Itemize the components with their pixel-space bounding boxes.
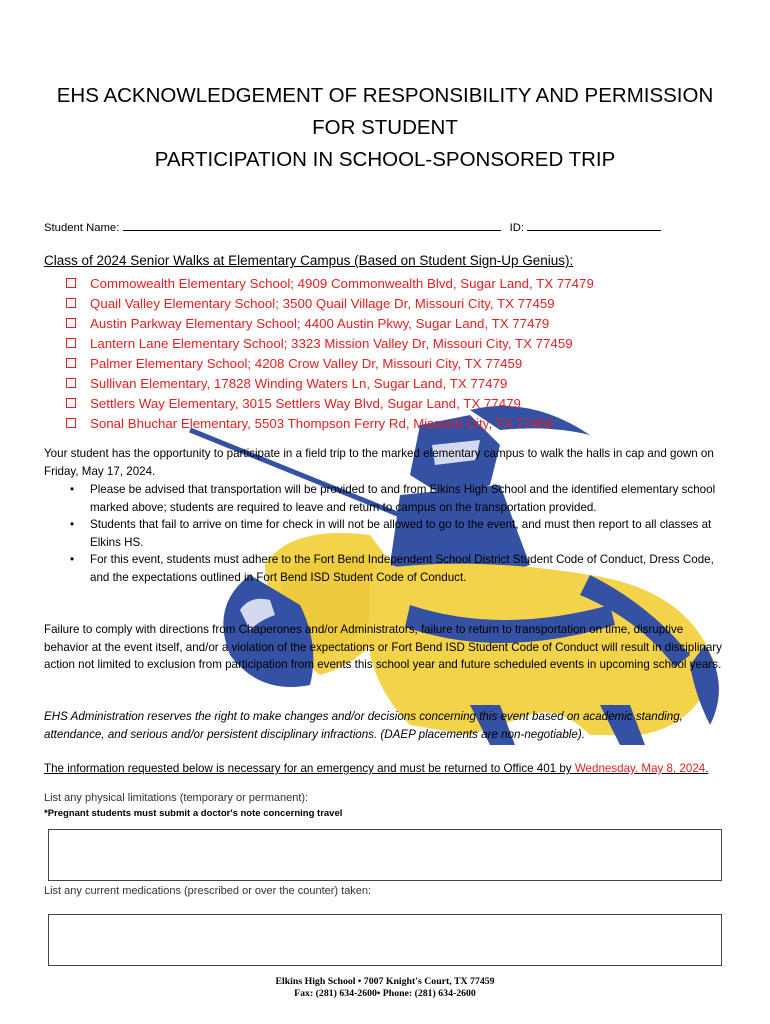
physical-limitations-label: List any physical limitations (temporary or permanent): <box>44 792 309 804</box>
school-option[interactable] <box>66 393 594 413</box>
return-instructions-period: . <box>705 762 709 775</box>
school-option-label: Sonal Bhuchar Elementary, 5503 Thompson Ferry Rd, Missouri City, TX 77459 <box>90 415 554 431</box>
return-instructions <box>44 760 724 778</box>
class-walks-header: Class of 2024 Senior Walks at Elementary Campus (Based on Student Sign-Up Genius): <box>44 253 574 268</box>
admin-disclaimer-paragraph: EHS Administration reserves the right to make changes and/or decisions concerning this event based on academic standing, attendance, and serious and/or persistent disciplinary infractions. (DAEP placements are non-negotiable). <box>44 710 683 741</box>
return-deadline-date: Wednesday, May 8, 2024 <box>574 762 706 775</box>
school-option[interactable] <box>66 353 594 373</box>
footer-phone-fax: Fax: (281) 634-2600• Phone: (281) 634-2600 <box>294 988 476 999</box>
school-option-label: Palmer Elementary School; 4208 Crow Valley Dr, Missouri City, TX 77459 <box>90 355 523 371</box>
form-title-line-2: FOR STUDENT <box>312 116 458 139</box>
checkbox[interactable] <box>66 338 76 348</box>
student-name-label: Student Name: <box>44 222 120 234</box>
school-option[interactable] <box>66 373 594 393</box>
school-option-label: Settlers Way Elementary, 3015 Settlers Way Blvd, Sugar Land, TX 77479 <box>90 395 521 411</box>
school-option[interactable] <box>66 293 594 313</box>
list-item: • Students that fail to arrive on time for check in will not be allowed to go to the event, and must then report to all classes at Elkins HS. <box>66 516 726 551</box>
pregnant-students-note: *Pregnant students must submit a doctor's note concerning travel <box>44 808 343 819</box>
trip-rules-list <box>66 481 726 587</box>
return-instructions-text: The information requested below is necessary for an emergency and must be returned to Office 401 by <box>44 762 575 775</box>
medications-field[interactable] <box>48 914 722 966</box>
school-option-label: Commowealth Elementary School; 4909 Commonwealth Blvd, Sugar Land, TX 77479 <box>90 275 594 291</box>
trip-intro-paragraph: Your student has the opportunity to participate in a field trip to the marked elementary campus to walk the halls in cap and gown on Friday, May 17, 2024. <box>44 447 714 478</box>
school-option[interactable] <box>66 313 594 333</box>
checkbox[interactable] <box>66 278 76 288</box>
checkbox[interactable] <box>66 358 76 368</box>
school-option-label: Lantern Lane Elementary School; 3323 Mission Valley Dr, Missouri City, TX 77459 <box>90 335 573 351</box>
student-name-field[interactable] <box>123 220 501 231</box>
form-title-line-3: PARTICIPATION IN SCHOOL-SPONSORED TRIP <box>154 148 616 171</box>
list-item: • Please be advised that transportation will be provided to and from Elkins High School and the identified elementary school marked above; students are required to leave and return to campus on the transportation provided. <box>66 481 726 516</box>
form-title-line-1: EHS ACKNOWLEDGEMENT OF RESPONSIBILITY AND PERMISSION <box>56 84 714 107</box>
school-option-label: Austin Parkway Elementary School; 4400 Austin Pkwy, Sugar Land, TX 77479 <box>90 315 550 331</box>
checkbox[interactable] <box>66 418 76 428</box>
footer-address: Elkins High School • 7007 Knight's Court, TX 77459 <box>275 976 495 987</box>
checkbox[interactable] <box>66 378 76 388</box>
medications-label: List any current medications (prescribed or over the counter) taken: <box>44 885 372 897</box>
school-option-label: Quail Valley Elementary School; 3500 Quail Village Dr, Missouri City, TX 77459 <box>90 295 555 311</box>
checkbox[interactable] <box>66 398 76 408</box>
list-item: • For this event, students must adhere to the Fort Bend Independent School District Student Code of Conduct, Dress Code, and the expectations outlined in Fort Bend ISD Student Code of Conduct. <box>66 551 726 586</box>
school-checkbox-list <box>66 273 594 433</box>
school-option[interactable] <box>66 273 594 293</box>
student-id-field[interactable] <box>527 220 661 231</box>
student-id-label: ID: <box>509 222 525 234</box>
physical-limitations-field[interactable] <box>48 829 722 881</box>
checkbox[interactable] <box>66 318 76 328</box>
school-option[interactable] <box>66 413 594 433</box>
student-info-row <box>44 220 661 236</box>
failure-consequences-paragraph: Failure to comply with directions from Chaperones and/or Administrators, failure to return to transportation on time, disruptive behavior at the event itself, and/or a violation of the expectations or Fort Bend ISD Student Code of Conduct will result in disciplinary action not limited to exclusion from participation from events this school year and future scheduled events in upcoming school years. <box>44 623 722 672</box>
checkbox[interactable] <box>66 298 76 308</box>
school-option-label: Sullivan Elementary, 17828 Winding Waters Ln, Sugar Land, TX 77479 <box>90 375 508 391</box>
school-option[interactable] <box>66 333 594 353</box>
